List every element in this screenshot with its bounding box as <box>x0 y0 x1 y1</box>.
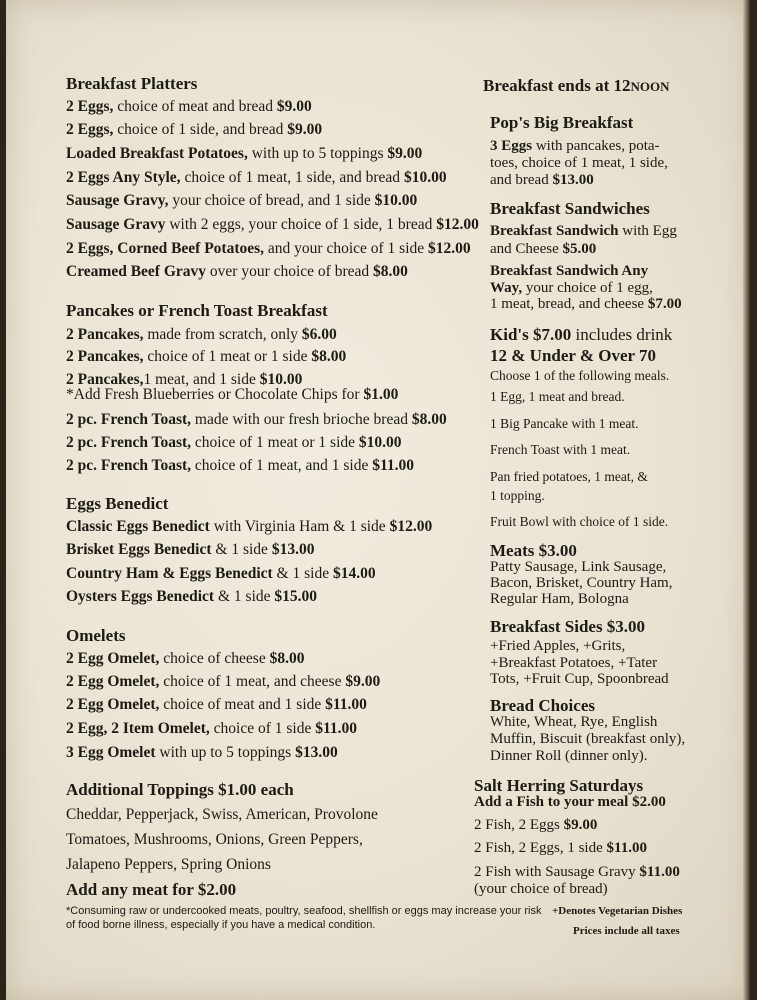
menu-item: 2 pc. French Toast, made with our fresh brioche bread $8.00 <box>66 411 447 428</box>
menu-item: 2 Pancakes,1 meat, and 1 side $10.00 <box>66 371 303 388</box>
menu-item: Loaded Breakfast Potatoes, with up to 5 toppings $9.00 <box>66 145 423 162</box>
menu-item: Creamed Beef Gravy over your choice of bread $8.00 <box>66 263 408 280</box>
menu-item: 2 pc. French Toast, choice of 1 meat, and 1 side $11.00 <box>66 457 415 474</box>
bread-heading: Bread Choices <box>490 696 595 715</box>
sandwich-line: and Cheese $5.00 <box>490 241 597 257</box>
menu-item: 2 Egg Omelet, choice of cheese $8.00 <box>66 650 305 667</box>
bread-line: White, Wheat, Rye, English <box>490 714 658 730</box>
sides-line: +Breakfast Potatoes, +Tater <box>490 655 658 671</box>
menu-item: 2 Pancakes, choice of 1 meat or 1 side $8.00 <box>66 348 347 365</box>
sandwich-line: Way, your choice of 1 egg, <box>490 280 653 296</box>
menu-item: 2 Eggs, choice of 1 side, and bread $9.00 <box>66 121 323 138</box>
kids-meal: 1 Big Pancake with 1 meat. <box>490 416 639 431</box>
kids-choose: Choose 1 of the following meals. <box>490 368 670 383</box>
omelets-heading: Omelets <box>66 626 126 645</box>
menu-item: 2 Eggs, Corned Beef Potatoes, and your choice of 1 side $12.00 <box>66 240 471 257</box>
menu-item: Oysters Eggs Benedict & 1 side $15.00 <box>66 588 318 605</box>
salt-herring-sub: Add a Fish to your meal $2.00 <box>474 794 666 810</box>
sandwiches-heading: Breakfast Sandwiches <box>490 199 650 218</box>
sides-heading: Breakfast Sides $3.00 <box>490 617 646 636</box>
pops-line: 3 Eggs with pancakes, pota- <box>490 138 660 154</box>
pops-line: toes, choice of 1 meat, 1 side, <box>490 155 668 171</box>
sandwich-line: Breakfast Sandwich with Egg <box>490 223 677 239</box>
herring-item: 2 Fish with Sausage Gravy $11.00 <box>474 864 680 880</box>
herring-item: 2 Fish, 2 Eggs $9.00 <box>474 817 598 833</box>
add-meat-line: Add any meat for $2.00 <box>66 880 237 899</box>
menu-item: 2 Egg Omelet, choice of meat and 1 side $11.00 <box>66 696 367 713</box>
disclaimer: *Consuming raw or undercooked meats, poultry, seafood, shellfish or eggs may increase your risk <box>66 905 542 917</box>
toppings-line: Jalapeno Peppers, Spring Onions <box>66 856 271 873</box>
menu-item: Country Ham & Eggs Benedict & 1 side $14.00 <box>66 565 376 582</box>
menu-item: 2 Egg, 2 Item Omelet, choice of 1 side $11.00 <box>66 720 358 737</box>
menu-item: Sausage Gravy, your choice of bread, and 1 side $10.00 <box>66 192 418 209</box>
meats-line: Patty Sausage, Link Sausage, <box>490 559 667 575</box>
sides-line: +Fried Apples, +Grits, <box>490 638 626 654</box>
menu-item: 2 pc. French Toast, choice of 1 meat or 1 side $10.00 <box>66 434 402 451</box>
breakfast-ends-notice: Breakfast ends at 12NOON <box>483 76 670 95</box>
menu-item: Brisket Eggs Benedict & 1 side $13.00 <box>66 541 315 558</box>
page-edge <box>743 0 750 1000</box>
menu-item: Classic Eggs Benedict with Virginia Ham & 1 side $12.00 <box>66 518 433 535</box>
meats-line: Regular Ham, Bologna <box>490 591 629 607</box>
breakfast-platters-heading: Breakfast Platters <box>66 74 198 93</box>
menu-page <box>6 0 750 1000</box>
salt-herring-heading: Salt Herring Saturdays <box>474 776 644 795</box>
menu-item-addon: *Add Fresh Blueberries or Chocolate Chips for $1.00 <box>66 386 399 403</box>
kids-meal: 1 Egg, 1 meat and bread. <box>490 389 625 404</box>
menu-item: Sausage Gravy with 2 eggs, your choice of 1 side, 1 bread $12.00 <box>66 216 479 233</box>
kids-meal: Fruit Bowl with choice of 1 side. <box>490 514 669 529</box>
pancakes-heading: Pancakes or French Toast Breakfast <box>66 301 328 320</box>
tax-note: Prices include all taxes <box>573 925 680 937</box>
toppings-line: Tomatoes, Mushrooms, Onions, Green Peppers, <box>66 831 363 848</box>
meats-heading: Meats $3.00 <box>490 541 577 560</box>
disclaimer: of food borne illness, especially if you have a medical condition. <box>66 919 376 931</box>
bread-line: Muffin, Biscuit (breakfast only), <box>490 731 686 747</box>
kids-meal: 1 topping. <box>490 488 545 503</box>
meats-line: Bacon, Brisket, Country Ham, <box>490 575 673 591</box>
vegetarian-note: +Denotes Vegetarian Dishes <box>552 905 683 917</box>
menu-item: 2 Eggs, choice of meat and bread $9.00 <box>66 98 312 115</box>
pops-line: and bread $13.00 <box>490 172 594 188</box>
toppings-line: Cheddar, Pepperjack, Swiss, American, Provolone <box>66 806 378 823</box>
kids-meal: French Toast with 1 meat. <box>490 442 631 457</box>
menu-item: 3 Egg Omelet with up to 5 toppings $13.00 <box>66 744 338 761</box>
bread-line: Dinner Roll (dinner only). <box>490 748 648 764</box>
kids-age: 12 & Under & Over 70 <box>490 346 657 365</box>
pops-big-breakfast-heading: Pop's Big Breakfast <box>490 113 634 132</box>
menu-item: 2 Egg Omelet, choice of 1 meat, and cheese $9.00 <box>66 673 381 690</box>
sides-line: Tots, +Fruit Cup, Spoonbread <box>490 671 669 687</box>
eggs-benedict-heading: Eggs Benedict <box>66 494 169 513</box>
menu-item: 2 Pancakes, made from scratch, only $6.00 <box>66 326 337 343</box>
herring-item: (your choice of bread) <box>474 881 608 897</box>
menu-item: 2 Eggs Any Style, choice of 1 meat, 1 side, and bread $10.00 <box>66 169 447 186</box>
sandwich-line: Breakfast Sandwich Any <box>490 263 649 279</box>
herring-item: 2 Fish, 2 Eggs, 1 side $11.00 <box>474 840 647 856</box>
sandwich-line: 1 meat, bread, and cheese $7.00 <box>490 296 682 312</box>
kids-meal: Pan fried potatoes, 1 meat, & <box>490 469 648 484</box>
kids-heading: Kid's $7.00 includes drink <box>490 325 673 344</box>
toppings-heading: Additional Toppings $1.00 each <box>66 780 294 799</box>
